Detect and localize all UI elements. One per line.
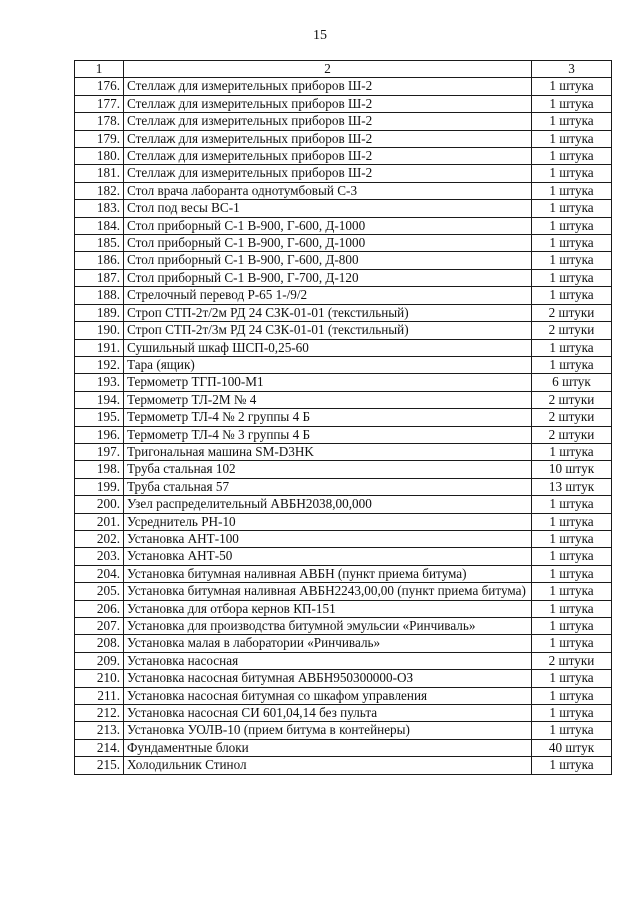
header-cell-name: 2 bbox=[124, 61, 532, 78]
row-number: 186. bbox=[75, 252, 124, 269]
table-row bbox=[75, 757, 612, 774]
row-item-name: Узел распределительный АВБН2038,00,000 bbox=[124, 496, 532, 513]
table-row bbox=[75, 618, 612, 635]
row-quantity: 1 штука bbox=[532, 130, 612, 147]
row-item-name: Стол приборный С-1 В-900, Г-700, Д-120 bbox=[124, 269, 532, 286]
table-row bbox=[75, 409, 612, 426]
row-number: 178. bbox=[75, 113, 124, 130]
row-quantity: 1 штука bbox=[532, 235, 612, 252]
row-item-name: Стол приборный С-1 В-900, Г-600, Д-1000 bbox=[124, 217, 532, 234]
row-quantity: 1 штука bbox=[532, 217, 612, 234]
row-quantity: 1 штука bbox=[532, 148, 612, 165]
table-row bbox=[75, 182, 612, 199]
table-row bbox=[75, 130, 612, 147]
row-quantity: 2 штуки bbox=[532, 304, 612, 321]
table-row bbox=[75, 496, 612, 513]
row-quantity: 2 штуки bbox=[532, 322, 612, 339]
row-quantity: 1 штука bbox=[532, 757, 612, 774]
row-number: 205. bbox=[75, 583, 124, 600]
row-item-name: Установка для производства битумной эмульсии «Ринчиваль» bbox=[124, 618, 532, 635]
row-number: 212. bbox=[75, 705, 124, 722]
table-header-row bbox=[75, 61, 612, 78]
table-row bbox=[75, 705, 612, 722]
row-item-name: Установка для отбора кернов КП-151 bbox=[124, 600, 532, 617]
table-row bbox=[75, 426, 612, 443]
row-number: 210. bbox=[75, 670, 124, 687]
row-quantity: 1 штука bbox=[532, 705, 612, 722]
row-number: 185. bbox=[75, 235, 124, 252]
table-row bbox=[75, 635, 612, 652]
row-number: 209. bbox=[75, 652, 124, 669]
row-quantity: 1 штука bbox=[532, 600, 612, 617]
row-number: 197. bbox=[75, 443, 124, 460]
row-quantity: 2 штуки bbox=[532, 652, 612, 669]
table-row bbox=[75, 513, 612, 530]
row-number: 199. bbox=[75, 478, 124, 495]
row-item-name: Стол приборный С-1 В-900, Г-600, Д-800 bbox=[124, 252, 532, 269]
row-item-name: Установка битумная наливная АВБН (пункт приема битума) bbox=[124, 565, 532, 582]
table-row bbox=[75, 600, 612, 617]
row-item-name: Сушильный шкаф ШСП-0,25-60 bbox=[124, 339, 532, 356]
row-item-name: Термометр ТЛ-2М № 4 bbox=[124, 391, 532, 408]
row-item-name: Установка насосная СИ 601,04,14 без пульта bbox=[124, 705, 532, 722]
table-row bbox=[75, 165, 612, 182]
table-row bbox=[75, 443, 612, 460]
row-number: 181. bbox=[75, 165, 124, 182]
row-item-name: Установка насосная битумная АВБН950300000-ОЗ bbox=[124, 670, 532, 687]
row-item-name: Строп СТП-2т/3м РД 24 СЗК-01-01 (текстильный) bbox=[124, 322, 532, 339]
row-item-name: Установка АНТ-50 bbox=[124, 548, 532, 565]
row-item-name: Стеллаж для измерительных приборов Ш-2 bbox=[124, 113, 532, 130]
row-quantity: 1 штука bbox=[532, 113, 612, 130]
row-number: 190. bbox=[75, 322, 124, 339]
table-row bbox=[75, 269, 612, 286]
row-quantity: 1 штука bbox=[532, 583, 612, 600]
row-number: 193. bbox=[75, 374, 124, 391]
table-row bbox=[75, 530, 612, 547]
row-quantity: 1 штука bbox=[532, 78, 612, 95]
table-row bbox=[75, 217, 612, 234]
row-number: 195. bbox=[75, 409, 124, 426]
row-item-name: Термометр ТГП-100-М1 bbox=[124, 374, 532, 391]
row-number: 192. bbox=[75, 356, 124, 373]
table-row bbox=[75, 113, 612, 130]
row-quantity: 1 штука bbox=[532, 252, 612, 269]
row-quantity: 13 штук bbox=[532, 478, 612, 495]
row-item-name: Усреднитель РН-10 bbox=[124, 513, 532, 530]
row-quantity: 40 штук bbox=[532, 739, 612, 756]
row-item-name: Труба стальная 102 bbox=[124, 461, 532, 478]
row-number: 177. bbox=[75, 95, 124, 112]
row-quantity: 1 штука bbox=[532, 722, 612, 739]
table-row bbox=[75, 652, 612, 669]
table-row bbox=[75, 374, 612, 391]
row-quantity: 2 штуки bbox=[532, 409, 612, 426]
row-quantity: 1 штука bbox=[532, 95, 612, 112]
row-number: 200. bbox=[75, 496, 124, 513]
row-item-name: Стол врача лаборанта однотумбовый С-3 bbox=[124, 182, 532, 199]
row-item-name: Установка насосная bbox=[124, 652, 532, 669]
row-number: 207. bbox=[75, 618, 124, 635]
row-item-name: Стол под весы ВС-1 bbox=[124, 200, 532, 217]
row-number: 206. bbox=[75, 600, 124, 617]
table-row bbox=[75, 565, 612, 582]
table-body bbox=[75, 61, 612, 775]
row-item-name: Стеллаж для измерительных приборов Ш-2 bbox=[124, 78, 532, 95]
row-quantity: 1 штука bbox=[532, 548, 612, 565]
row-item-name: Стеллаж для измерительных приборов Ш-2 bbox=[124, 130, 532, 147]
row-number: 189. bbox=[75, 304, 124, 321]
header-cell-number: 1 bbox=[75, 61, 124, 78]
row-number: 208. bbox=[75, 635, 124, 652]
row-number: 180. bbox=[75, 148, 124, 165]
table-row bbox=[75, 548, 612, 565]
row-number: 176. bbox=[75, 78, 124, 95]
row-quantity: 1 штука bbox=[532, 635, 612, 652]
table-row bbox=[75, 356, 612, 373]
table-row bbox=[75, 583, 612, 600]
row-number: 196. bbox=[75, 426, 124, 443]
table-row bbox=[75, 287, 612, 304]
row-quantity: 2 штуки bbox=[532, 426, 612, 443]
row-quantity: 10 штук bbox=[532, 461, 612, 478]
table-row bbox=[75, 322, 612, 339]
row-number: 215. bbox=[75, 757, 124, 774]
row-item-name: Установка малая в лаборатории «Ринчиваль» bbox=[124, 635, 532, 652]
row-item-name: Холодильник Стинол bbox=[124, 757, 532, 774]
row-item-name: Труба стальная 57 bbox=[124, 478, 532, 495]
table-row bbox=[75, 78, 612, 95]
table-row bbox=[75, 391, 612, 408]
row-quantity: 6 штук bbox=[532, 374, 612, 391]
row-number: 184. bbox=[75, 217, 124, 234]
row-number: 204. bbox=[75, 565, 124, 582]
table-row bbox=[75, 722, 612, 739]
table-row bbox=[75, 304, 612, 321]
row-quantity: 1 штука bbox=[532, 339, 612, 356]
row-item-name: Стрелочный перевод Р-65 1-/9/2 bbox=[124, 287, 532, 304]
row-number: 179. bbox=[75, 130, 124, 147]
row-quantity: 2 штуки bbox=[532, 391, 612, 408]
row-quantity: 1 штука bbox=[532, 200, 612, 217]
row-quantity: 1 штука bbox=[532, 618, 612, 635]
row-number: 182. bbox=[75, 182, 124, 199]
row-quantity: 1 штука bbox=[532, 530, 612, 547]
row-item-name: Стеллаж для измерительных приборов Ш-2 bbox=[124, 95, 532, 112]
row-item-name: Термометр ТЛ-4 № 3 группы 4 Б bbox=[124, 426, 532, 443]
table-row bbox=[75, 339, 612, 356]
row-quantity: 1 штука bbox=[532, 356, 612, 373]
table-row bbox=[75, 95, 612, 112]
table-row bbox=[75, 478, 612, 495]
row-quantity: 1 штука bbox=[532, 269, 612, 286]
row-item-name: Установка битумная наливная АВБН2243,00,00 (пункт приема битума) bbox=[124, 583, 532, 600]
table-row bbox=[75, 252, 612, 269]
table-row bbox=[75, 148, 612, 165]
row-item-name: Стеллаж для измерительных приборов Ш-2 bbox=[124, 165, 532, 182]
row-quantity: 1 штука bbox=[532, 565, 612, 582]
row-item-name: Термометр ТЛ-4 № 2 группы 4 Б bbox=[124, 409, 532, 426]
row-quantity: 1 штука bbox=[532, 182, 612, 199]
row-number: 202. bbox=[75, 530, 124, 547]
table-row bbox=[75, 670, 612, 687]
row-item-name: Установка УОЛВ-10 (прием битума в контейнеры) bbox=[124, 722, 532, 739]
row-item-name: Стеллаж для измерительных приборов Ш-2 bbox=[124, 148, 532, 165]
row-quantity: 1 штука bbox=[532, 687, 612, 704]
page-number: 15 bbox=[313, 28, 327, 43]
row-quantity: 1 штука bbox=[532, 287, 612, 304]
table-row bbox=[75, 200, 612, 217]
row-quantity: 1 штука bbox=[532, 496, 612, 513]
header-cell-quantity: 3 bbox=[532, 61, 612, 78]
row-item-name: Стол приборный С-1 В-900, Г-600, Д-1000 bbox=[124, 235, 532, 252]
table-row bbox=[75, 461, 612, 478]
inventory-table bbox=[74, 60, 612, 775]
row-item-name: Установка АНТ-100 bbox=[124, 530, 532, 547]
row-number: 214. bbox=[75, 739, 124, 756]
table-row bbox=[75, 235, 612, 252]
row-number: 211. bbox=[75, 687, 124, 704]
table-row bbox=[75, 687, 612, 704]
row-item-name: Тригональная машина SM-D3HK bbox=[124, 443, 532, 460]
row-number: 183. bbox=[75, 200, 124, 217]
row-item-name: Фундаментные блоки bbox=[124, 739, 532, 756]
row-number: 191. bbox=[75, 339, 124, 356]
row-number: 213. bbox=[75, 722, 124, 739]
row-number: 194. bbox=[75, 391, 124, 408]
row-quantity: 1 штука bbox=[532, 443, 612, 460]
row-number: 203. bbox=[75, 548, 124, 565]
row-quantity: 1 штука bbox=[532, 165, 612, 182]
row-number: 188. bbox=[75, 287, 124, 304]
table-row bbox=[75, 739, 612, 756]
row-quantity: 1 штука bbox=[532, 670, 612, 687]
row-item-name: Тара (ящик) bbox=[124, 356, 532, 373]
row-item-name: Строп СТП-2т/2м РД 24 СЗК-01-01 (текстильный) bbox=[124, 304, 532, 321]
row-number: 201. bbox=[75, 513, 124, 530]
row-number: 187. bbox=[75, 269, 124, 286]
row-number: 198. bbox=[75, 461, 124, 478]
row-item-name: Установка насосная битумная со шкафом управления bbox=[124, 687, 532, 704]
row-quantity: 1 штука bbox=[532, 513, 612, 530]
